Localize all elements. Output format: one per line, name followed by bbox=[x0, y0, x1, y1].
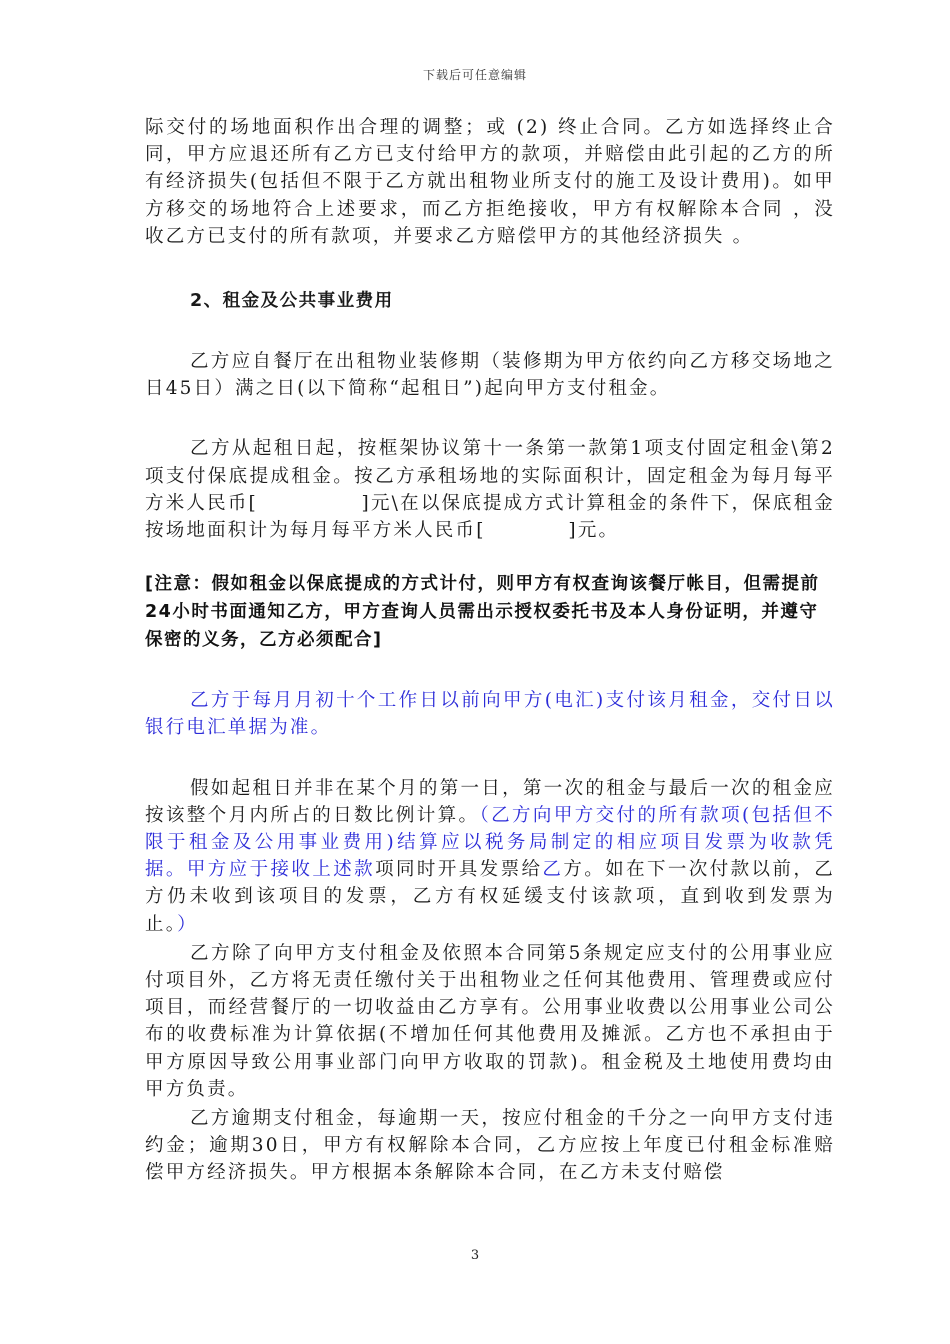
paragraph-rent-amount: 乙方从起租日起，按框架协议第十一条第一款第1项支付固定租金\第2项支付保底提成租金。按乙方承租场地的实际面积计，固定租金为每月每平方米人民币[ ]元\在以保底提成方式计算租金的条件下，保底租金按场地面积计为每月每平方米人民币[ ]元。 bbox=[145, 438, 835, 542]
paragraph-utilities: 乙方除了向甲方支付租金及依照本合同第5条规定应支付的公用事业应付项目外，乙方将无责任缴付关于出租物业之任何其他费用、管理费或应付项目，而经营餐厅的一切收益由乙方享有。公用事业收费以公用事业公司公布的收费标准为计算依据(不增加任何其他费用及摊派。乙方也不承担由于甲方原因导致公用事业部门向甲方收取的罚款)。租金税及土地使用费均由甲方负责。 bbox=[145, 942, 835, 1100]
paragraph-rent-start: 乙方应自餐厅在出租物业装修期（装修期为甲方依约向乙方移交场地之日45日）满之日(以下简称“起租日”)起向甲方支付租金。 bbox=[145, 351, 835, 400]
invoice-text-party: 乙 bbox=[542, 859, 564, 881]
paragraph-payment-date: 乙方于每月月初十个工作日以前向甲方(电汇)支付该月租金，交付日以银行电汇单据为准。 bbox=[145, 690, 835, 739]
page-number: 3 bbox=[470, 1248, 480, 1263]
invoice-text-receive: 接收上述款 bbox=[270, 859, 376, 881]
paragraph-prorated-rent bbox=[145, 775, 835, 938]
section-heading-rent: 2、租金及公共事业费用 bbox=[190, 291, 394, 312]
invoice-text-rest: 方。如在下一次付款以前，乙方仍未收到该项目的发票，乙方有权延缓支付该款项，直到收到发票为止。 bbox=[145, 859, 836, 935]
prorated-text: 假如起租日并非在某个月的第一日，第一次的租金与最后一次的租金应按该整个月内所占的日数比例计算。 bbox=[145, 777, 835, 826]
invoice-text-close: ） bbox=[177, 913, 198, 935]
paragraph-late-payment: 乙方逾期支付租金，每逾期一天，按应付租金的千分之一向甲方支付违约金；逾期30日，甲方有权解除本合同，乙方应按上年度已付租金标准赔偿甲方经济损失。甲方根据本条解除本合同，在乙方未支付赔偿 bbox=[145, 1108, 835, 1184]
paragraph-contract-termination: 际交付的场地面积作出合理的调整；或 (2) 终止合同。乙方如选择终止合同，甲方应退还所有乙方已支付给甲方的款项，并赔偿由此引起的乙方的所有经济损失(包括但不限于乙方就出租物业所支付的施工及设计费用)。如甲方移交的场地符合上述要求，而乙方拒绝接收，甲方有权解除本合同 ，没收乙方已支付的所有款项，并要求乙方赔偿甲方的其他经济损失 。 bbox=[145, 117, 835, 247]
invoice-text-open: （乙方向甲方交付的所有款项(包括但不限于租金及公用事业费用)结算应以税务局制定的相应项目发票为收款凭据。甲方应于 bbox=[145, 804, 835, 881]
notice-block: [注意：假如租金以保底提成的方式计付，则甲方有权查询该餐厅帐目，但需提前24小时书面通知乙方，甲方查询人员需出示授权委托书及本人身份证明，并遵守保密的义务，乙方必须配合] bbox=[145, 574, 820, 651]
invoice-text-issue: 项同时开具发票给 bbox=[375, 859, 543, 881]
document-body bbox=[145, 114, 835, 1187]
page-header: 下载后可任意编辑 bbox=[422, 68, 527, 82]
